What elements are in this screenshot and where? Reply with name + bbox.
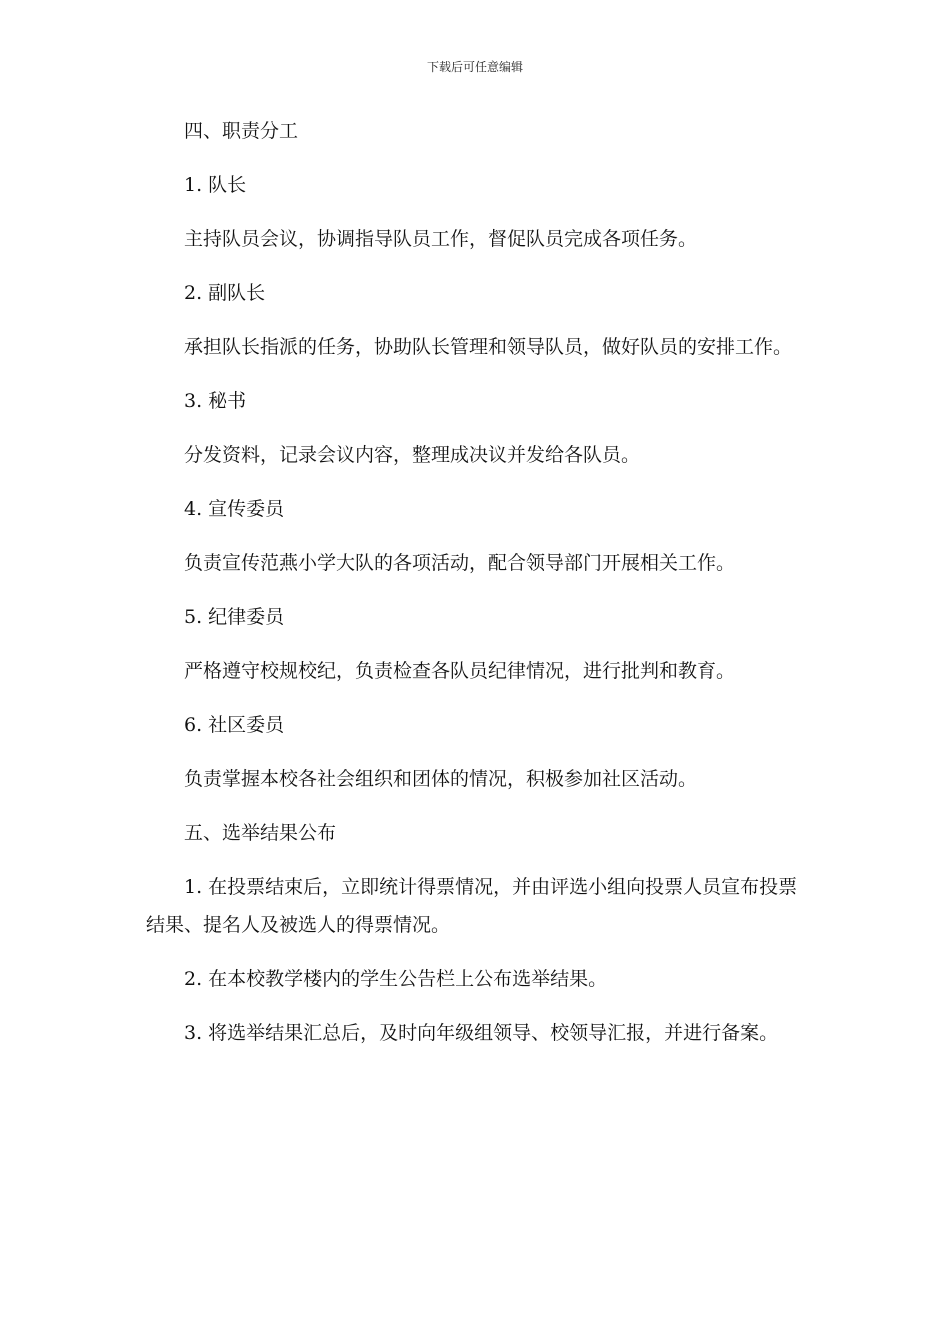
item-heading-vice-captain: 2. 副队长	[184, 282, 266, 304]
item-body-publicity: 负责宣传范燕小学大队的各项活动，配合领导部门开展相关工作。	[184, 552, 736, 574]
item-heading-community: 6. 社区委员	[184, 714, 285, 736]
item-heading-secretary: 3. 秘书	[184, 390, 247, 412]
item-body-community: 负责掌握本校各社会组织和团体的情况，积极参加社区活动。	[184, 768, 698, 790]
result-item-1: 1. 在投票结束后，立即统计得票情况，并由评选小组向投票人员宣布投票结果、提名人及被选人的得票情况。	[146, 876, 798, 936]
document-body	[146, 112, 806, 1068]
section-heading-election-results: 五、选举结果公布	[184, 822, 337, 844]
item-body-vice-captain: 承担队长指派的任务，协助队长管理和领导队员，做好队员的安排工作。	[184, 336, 793, 358]
item-heading-captain: 1. 队长	[184, 174, 247, 196]
result-item-2: 2. 在本校教学楼内的学生公告栏上公布选举结果。	[184, 968, 608, 990]
item-body-secretary: 分发资料，记录会议内容，整理成决议并发给各队员。	[184, 444, 641, 466]
page-header-note: 下载后可任意编辑	[426, 60, 523, 74]
item-heading-publicity: 4. 宣传委员	[184, 498, 285, 520]
section-heading-duties: 四、职责分工	[184, 120, 299, 142]
item-heading-discipline: 5. 纪律委员	[184, 606, 285, 628]
item-body-captain: 主持队员会议，协调指导队员工作，督促队员完成各项任务。	[184, 228, 698, 250]
item-body-discipline: 严格遵守校规校纪，负责检查各队员纪律情况，进行批判和教育。	[184, 660, 736, 682]
result-item-3: 3. 将选举结果汇总后，及时向年级组领导、校领导汇报，并进行备案。	[184, 1022, 779, 1044]
